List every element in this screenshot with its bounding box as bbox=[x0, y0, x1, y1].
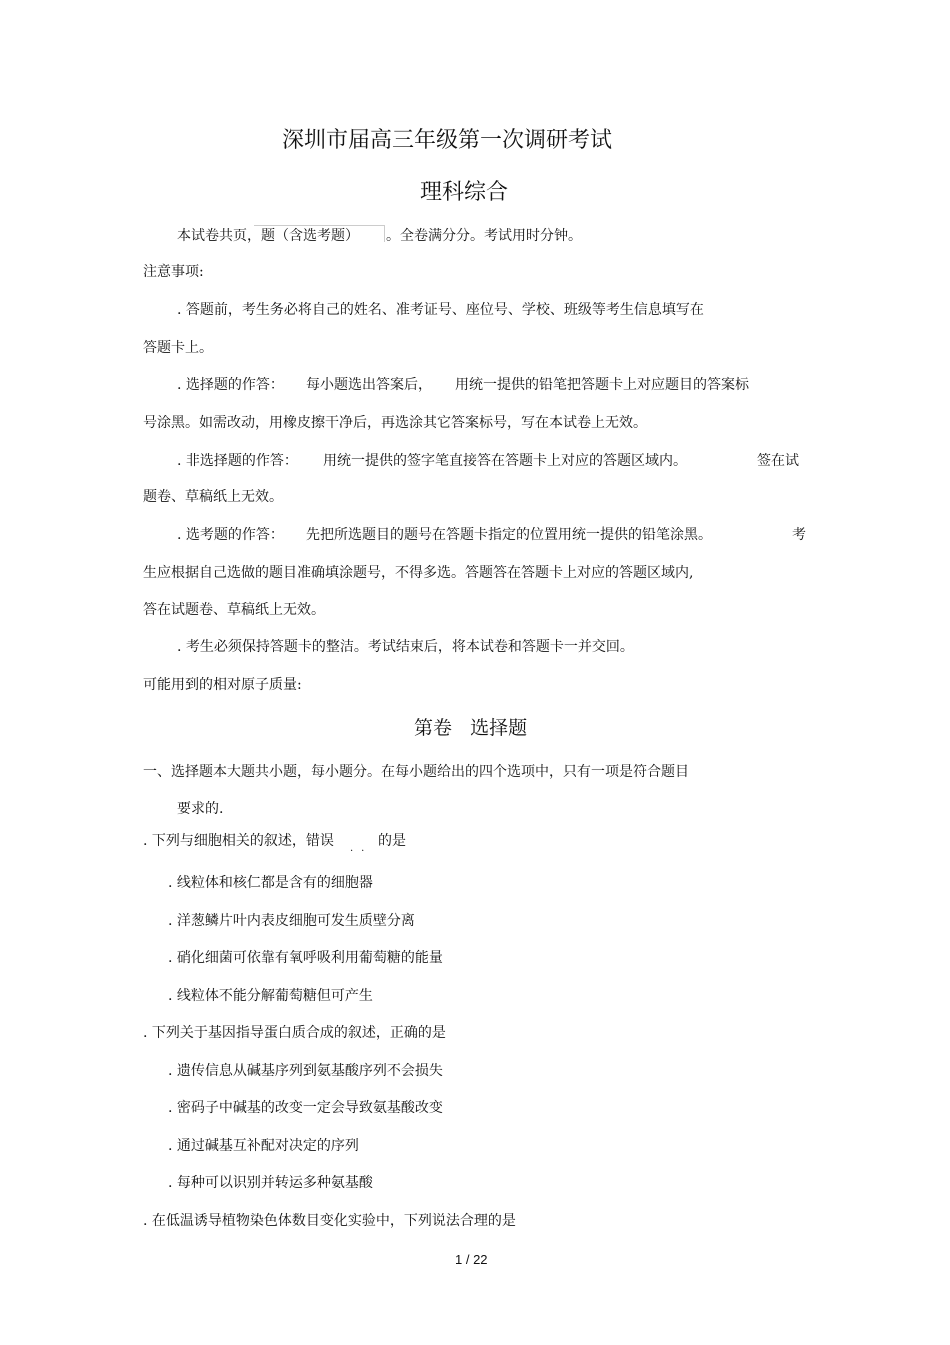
notice-2c: 用统一提供的铅笔把答题卡上对应题目的答案标 bbox=[455, 377, 749, 393]
document-subtitle: 理科综合 bbox=[420, 180, 509, 205]
question-1-stem-a: . 下列与细胞相关的叙述，错误 bbox=[143, 833, 334, 849]
notice-2b: 每小题选出答案后， bbox=[306, 377, 432, 393]
blank-box bbox=[254, 225, 385, 242]
section-title: 第卷 选择题 bbox=[414, 717, 528, 739]
question-1-option-d: . 线粒体不能分解葡萄糖但可产生 bbox=[168, 988, 373, 1004]
notice-3c: 签在试 bbox=[757, 453, 799, 469]
question-2-option-a: . 遗传信息从碱基序列到氨基酸序列不会损失 bbox=[168, 1063, 443, 1079]
intro-part1: 本试卷共页，题（含选考题） bbox=[177, 228, 359, 244]
question-2-option-c: . 通过碱基互补配对决定的序列 bbox=[168, 1138, 359, 1154]
question-2-stem: . 下列关于基因指导蛋白质合成的叙述，正确的是 bbox=[143, 1025, 446, 1041]
page-number: 1 / 22 bbox=[455, 1252, 488, 1267]
notice-3a: . 非选择题的作答： bbox=[177, 453, 298, 469]
notice-heading: 注意事项: bbox=[143, 264, 204, 280]
question-1-option-b: . 洋葱鳞片叶内表皮细胞可发生质壁分离 bbox=[168, 913, 415, 929]
intro-part2: 。全卷满分分。考试用时分钟。 bbox=[386, 228, 582, 244]
question-2-option-b: . 密码子中碱基的改变一定会导致氨基酸改变 bbox=[168, 1100, 443, 1116]
notice-2d: 号涂黑。如需改动，用橡皮擦干净后，再选涂其它答案标号，写在本试卷上无效。 bbox=[143, 415, 647, 431]
notice-3b: 用统一提供的签字笔直接答在答题卡上对应的答题区域内。 bbox=[323, 453, 687, 469]
notice-1a: . 答题前，考生务必将自己的姓名、准考证号、座位号、学校、班级等考生信息填写在 bbox=[177, 302, 704, 318]
question-3-stem: . 在低温诱导植物染色体数目变化实验中，下列说法合理的是 bbox=[143, 1213, 516, 1229]
notice-4a: . 选考题的作答： bbox=[177, 527, 284, 543]
notice-4c: 考 bbox=[792, 527, 806, 543]
question-1-stem-b: 的是 bbox=[378, 833, 406, 849]
atomic-mass-line: 可能用到的相对原子质量: bbox=[143, 677, 302, 693]
notice-3d: 题卷、草稿纸上无效。 bbox=[143, 489, 283, 505]
notice-1b: 答题卡上。 bbox=[143, 340, 213, 356]
part-one-line1: 一、选择题本大题共小题，每小题分。在每小题给出的四个选项中，只有一项是符合题目 bbox=[143, 764, 689, 780]
notice-4e: 答在试题卷、草稿纸上无效。 bbox=[143, 602, 325, 618]
question-1-option-a: . 线粒体和核仁都是含有的细胞器 bbox=[168, 875, 373, 891]
document-title: 深圳市届高三年级第一次调研考试 bbox=[282, 128, 613, 153]
emphasis-dots: .. bbox=[350, 843, 373, 854]
notice-5: . 考生必须保持答题卡的整洁。考试结束后，将本试卷和答题卡一并交回。 bbox=[177, 639, 634, 655]
notice-4d: 生应根据自己选做的题目准确填涂题号，不得多选。答题答在答题卡上对应的答题区域内, bbox=[143, 565, 694, 581]
notice-2a: . 选择题的作答： bbox=[177, 377, 284, 393]
question-1-option-c: . 硝化细菌可依靠有氧呼吸利用葡萄糖的能量 bbox=[168, 950, 443, 966]
question-2-option-d: . 每种可以识别并转运多种氨基酸 bbox=[168, 1175, 373, 1191]
notice-4b: 先把所选题目的题号在答题卡指定的位置用统一提供的铅笔涂黑。 bbox=[306, 527, 712, 543]
part-one-line2: 要求的. bbox=[177, 801, 224, 817]
